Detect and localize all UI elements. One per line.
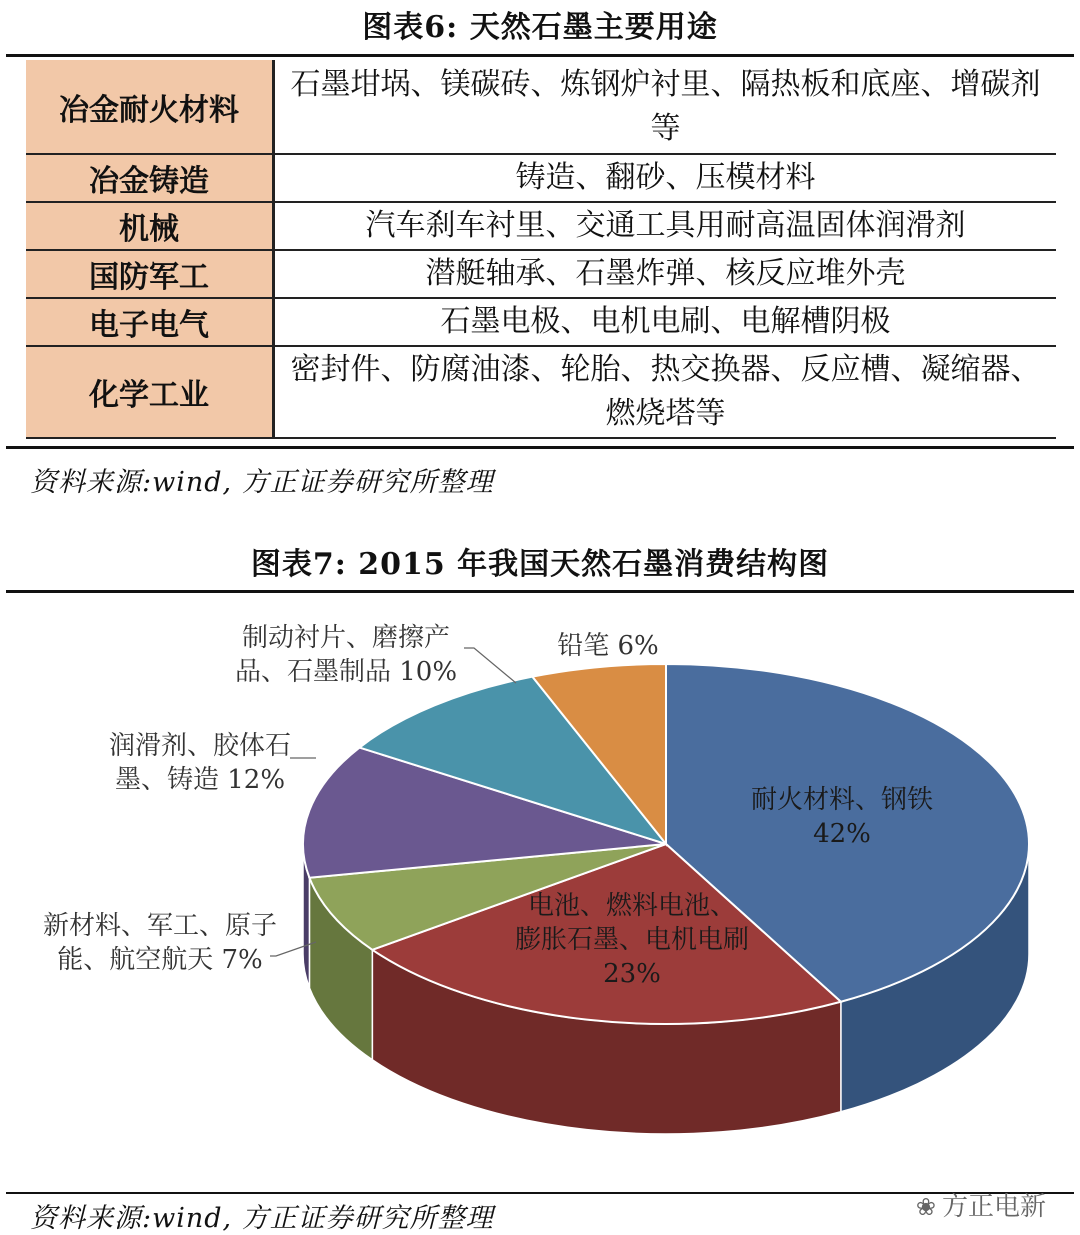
pie-top — [303, 664, 1029, 1024]
slice-label-line: 23% — [603, 959, 661, 989]
uses-cell: 石墨电极、电机电刷、电解槽阴极 — [274, 298, 1057, 346]
slice-label-line: 耐火材料、钢铁 — [750, 785, 934, 815]
chart-top-rule — [6, 590, 1074, 593]
slice-label-line: 新材料、军工、原子 — [42, 911, 278, 941]
slice-label-line: 42% — [813, 819, 871, 849]
slice-label-line: 铅笔 6% — [557, 631, 659, 661]
category-cell: 冶金耐火材料 — [26, 60, 274, 154]
table-row — [26, 250, 1056, 298]
table-row — [26, 346, 1056, 438]
chart-title: 图表7: 2015 年我国天然石墨消费结构图 — [250, 547, 830, 582]
slice-label-line: 膨胀石墨、电机电刷 — [514, 925, 750, 955]
category-cell: 国防军工 — [26, 250, 274, 298]
table-row — [26, 154, 1056, 202]
slice-label-line: 能、航空航天 7% — [57, 945, 263, 975]
watermark-text: 方正电新 — [941, 1192, 1046, 1222]
usage-table — [26, 60, 1056, 439]
leader-line-0 — [464, 648, 516, 683]
table-row — [26, 202, 1056, 250]
uses-cell: 密封件、防腐油漆、轮胎、热交换器、反应槽、凝缩器、燃烧塔等 — [274, 346, 1057, 438]
wechat-icon: ❀ — [915, 1193, 936, 1221]
slice-label-3 — [109, 731, 291, 795]
table-bottom-rule — [6, 446, 1074, 449]
slice-label-4 — [235, 623, 457, 687]
pie-chart — [0, 596, 1080, 1156]
table-title: 图表6: 天然石墨主要用途 — [362, 10, 718, 45]
table-source-note: 资料来源:wind, 方正证券研究所整理 — [30, 467, 494, 498]
category-cell: 化学工业 — [26, 346, 274, 438]
uses-cell: 潜艇轴承、石墨炸弹、核反应堆外壳 — [274, 250, 1057, 298]
uses-cell: 汽车刹车衬里、交通工具用耐高温固体润滑剂 — [274, 202, 1057, 250]
uses-cell: 石墨坩埚、镁碳砖、炼钢炉衬里、隔热板和底座、增碳剂等 — [274, 60, 1057, 154]
chart-source-note: 资料来源:wind, 方正证券研究所整理 — [30, 1203, 494, 1234]
slice-label-line: 电池、燃料电池、 — [527, 891, 737, 921]
table-row — [26, 298, 1056, 346]
table-top-rule — [6, 54, 1074, 57]
slice-label-5 — [557, 631, 659, 661]
slice-label-line: 制动衬片、磨擦产 — [241, 623, 451, 653]
slice-label-line: 润滑剂、胶体石 — [108, 731, 292, 761]
slice-label-line: 墨、铸造 12% — [114, 765, 286, 795]
category-cell: 电子电气 — [26, 298, 274, 346]
category-cell: 机械 — [26, 202, 274, 250]
table-row — [26, 60, 1056, 154]
watermark — [916, 1186, 1046, 1223]
category-cell: 冶金铸造 — [26, 154, 274, 202]
slice-label-line: 品、石墨制品 10% — [234, 657, 458, 687]
uses-cell: 铸造、翻砂、压模材料 — [274, 154, 1057, 202]
chart-bottom-rule — [6, 1192, 1074, 1194]
slice-label-2 — [43, 911, 277, 975]
